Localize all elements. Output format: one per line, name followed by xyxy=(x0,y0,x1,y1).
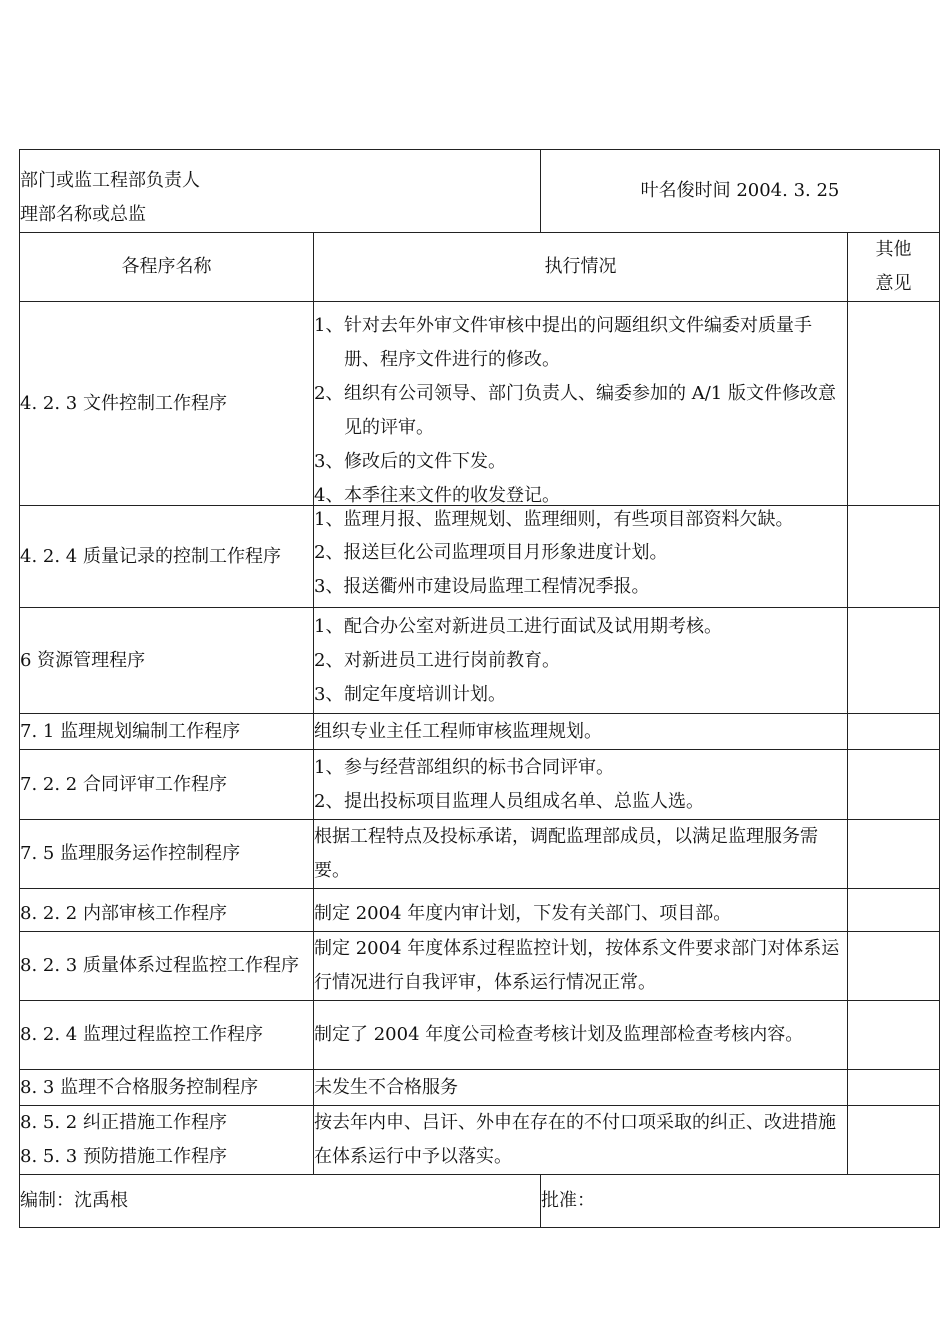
table-row xyxy=(20,750,940,820)
other-opinion-cell xyxy=(848,714,940,750)
header-row xyxy=(20,150,940,233)
execution-cell xyxy=(314,750,848,820)
footer-row xyxy=(20,1175,940,1228)
department-cell xyxy=(20,150,541,233)
execution-cell xyxy=(314,302,848,506)
other-opinion-cell xyxy=(848,1070,940,1106)
list-item: 3、报送衢州市建设局监理工程情况季报。 xyxy=(314,575,650,597)
table-row xyxy=(20,932,940,1001)
procedure-name: 8. 2. 3 质量体系过程监控工作程序 xyxy=(20,932,314,1001)
list-item: 2、 提出投标项目监理人员组成名单、总监人选。 xyxy=(314,790,704,812)
col-header-execution: 执行情况 xyxy=(314,233,848,302)
procedure-execution-table xyxy=(19,149,940,1228)
other-opinion-line-1: 其他 xyxy=(875,239,912,260)
procedure-name: 6 资源管理程序 xyxy=(20,608,314,714)
procedure-name: 7. 2. 2 合同评审工作程序 xyxy=(20,750,314,820)
execution-text: 未发生不合格服务 xyxy=(314,1070,848,1106)
procedure-name-line-1: 8. 5. 2 纠正措施工作程序 xyxy=(20,1112,227,1133)
col-header-procedure-name: 各程序名称 xyxy=(20,233,314,302)
execution-text: 制定 2004 年度体系过程监控计划，按体系文件要求部门对体系运行情况进行自我评审，体系运行情况正常。 xyxy=(314,932,848,1001)
table-row xyxy=(20,302,940,506)
table-row xyxy=(20,820,940,889)
execution-cell xyxy=(314,608,848,714)
execution-text: 制定 2004 年度内审计划，下发有关部门、项目部。 xyxy=(314,889,848,932)
procedure-name: 8. 2. 2 内部审核工作程序 xyxy=(20,889,314,932)
list-item: 2、报送巨化公司监理项目月形象进度计划。 xyxy=(314,541,668,563)
list-item: 2、 组织有公司领导、部门负责人、编委参加的 A/1 版文件修改意见的评审。 xyxy=(314,382,836,438)
other-opinion-cell xyxy=(848,1001,940,1070)
other-opinion-cell xyxy=(848,889,940,932)
procedure-name: 7. 5 监理服务运作控制程序 xyxy=(20,820,314,889)
list-item: 4、 本季往来文件的收发登记。 xyxy=(314,484,560,505)
list-item: 1、 配合办公室对新进员工进行面试及试用期考核。 xyxy=(314,615,722,637)
responsible-time-cell xyxy=(541,150,940,233)
responsible-time: 叶名俊时间 2004. 3. 25 xyxy=(640,180,840,201)
other-opinion-line-2: 意见 xyxy=(875,273,912,294)
other-opinion-cell xyxy=(848,506,940,608)
procedure-name: 8. 3 监理不合格服务控制程序 xyxy=(20,1070,314,1106)
execution-text: 制定了 2004 年度公司检查考核计划及监理部检查考核内容。 xyxy=(314,1001,848,1070)
column-header-row xyxy=(20,233,940,302)
other-opinion-cell xyxy=(848,932,940,1001)
list-item: 3、 修改后的文件下发。 xyxy=(314,450,506,472)
col-header-other-opinion xyxy=(848,233,940,302)
other-opinion-cell xyxy=(848,302,940,506)
other-opinion-cell xyxy=(848,820,940,889)
list-item: 1、 参与经营部组织的标书合同评审。 xyxy=(314,756,614,778)
table-row xyxy=(20,889,940,932)
table-row xyxy=(20,714,940,750)
other-opinion-cell xyxy=(848,750,940,820)
table-row xyxy=(20,608,940,714)
procedure-name: 4. 2. 4 质量记录的控制工作程序 xyxy=(20,506,314,608)
procedure-name: 7. 1 监理规划编制工作程序 xyxy=(20,714,314,750)
other-opinion-cell xyxy=(848,608,940,714)
execution-text: 组织专业主任工程师审核监理规划。 xyxy=(314,714,848,750)
procedure-name: 8. 2. 4 监理过程监控工作程序 xyxy=(20,1001,314,1070)
execution-text: 按去年内申、吕讦、外申在存在的不付口项采取的纠正、改进措施在体系运行中予以落实。 xyxy=(314,1106,848,1175)
list-item: 1、监理月报、监理规划、监理细则，有些项目部资料欠缺。 xyxy=(314,508,794,530)
procedure-name-line-2: 8. 5. 3 预防措施工作程序 xyxy=(20,1146,227,1167)
list-item: 3、 制定年度培训计划。 xyxy=(314,683,506,705)
table-row xyxy=(20,1106,940,1175)
execution-text: 根据工程特点及投标承诺，调配监理部成员，以满足监理服务需要。 xyxy=(314,820,848,889)
approved-by: 批准： xyxy=(541,1175,940,1228)
execution-cell xyxy=(314,506,848,608)
procedure-name: 4. 2. 3 文件控制工作程序 xyxy=(20,302,314,506)
department-line-2: 理部名称或总监 xyxy=(20,204,146,225)
procedure-name-multi xyxy=(20,1106,314,1175)
table-row xyxy=(20,1001,940,1070)
table-row xyxy=(20,506,940,608)
list-item: 1、 针对去年外审文件审核中提出的问题组织文件编委对质量手册、程序文件进行的修改。 xyxy=(314,314,812,370)
prepared-by: 编制：沈禹根 xyxy=(20,1175,541,1228)
table-row xyxy=(20,1070,940,1106)
other-opinion-cell xyxy=(848,1106,940,1175)
department-line-1: 部门或监工程部负责人 xyxy=(20,170,200,191)
list-item: 2、 对新进员工进行岗前教育。 xyxy=(314,649,560,671)
